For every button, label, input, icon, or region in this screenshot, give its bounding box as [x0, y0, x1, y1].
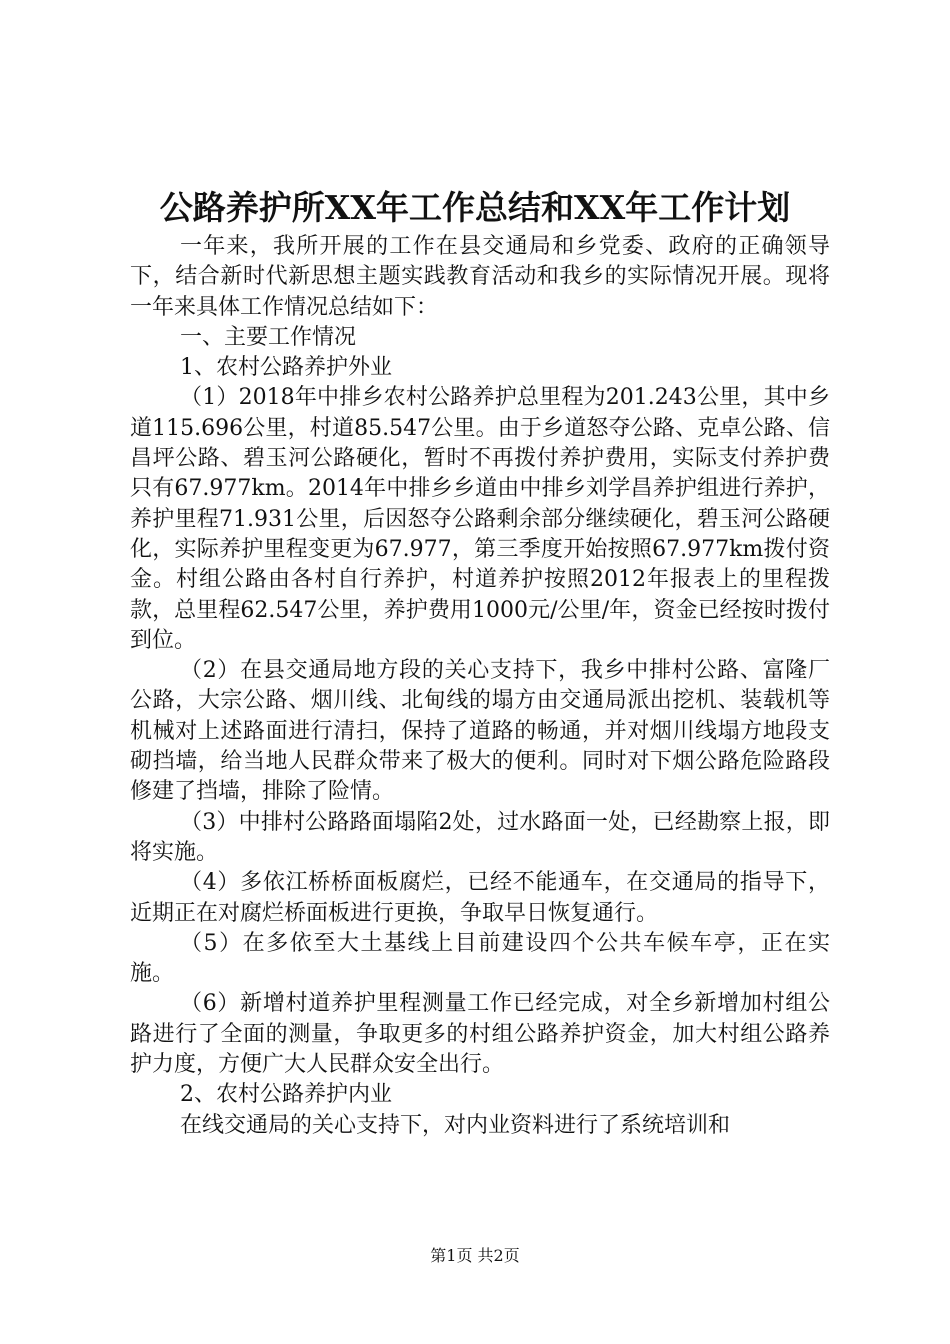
paragraph-item-1: （1）2018年中排乡农村公路养护总里程为201.243公里，其中乡道115.696公里，村道85.547公里。由于乡道怒夺公路、克卓公路、信昌坪公路、碧玉河公路硬化，暂时不再拨付养护费用，实际支付养护费只有67.977km。2014年中排乡乡道由中排乡刘学昌养护组进行养护，养护里程71.931公里，后因怒夺公路剩余部分继续硬化，碧玉河公路硬化，实际养护里程变更为67.977，第三季度开始按照67.977km拨付资金。村组公路由各村自行养护，村道养护按照2012年报表上的里程拨款，总里程62.547公里，养护费用1000元/公里/年，资金已经按时拨付到位。: [130, 385, 830, 653]
paragraph-item-3: （3）中排村公路路面塌陷2处，过水路面一处，已经勘察上报，即将实施。: [130, 809, 830, 865]
paragraph-indoor: 在线交通局的关心支持下，对内业资料进行了系统培训和: [180, 1112, 731, 1138]
paragraph-item-5: （5）在多依至大土基线上目前建设四个公共车候车亭，正在实施。: [130, 930, 830, 987]
paragraph-item-2: （2）在县交通局地方段的关心支持下，我乡中排村公路、富隆厂公路，大宗公路、烟川线、北甸线的塌方由交通局派出挖机、装载机等机械对上述路面进行清扫，保持了道路的畅通，并对烟川线塌方地段支砌挡墙，给当地人民群众带来了极大的便利。同时对下烟公路危险路段修建了挡墙，排除了险情。: [130, 658, 830, 805]
paragraph-intro: 一年来，我所开展的工作在县交通局和乡党委、政府的正确领导下，结合新时代新思想主题实践教育活动和我乡的实际情况开展。现将一年来具体工作情况总结如下：: [130, 234, 830, 320]
paragraph-item-4: （4）多依江桥桥面板腐烂，已经不能通车，在交通局的指导下，近期正在对腐烂桥面板进行更换，争取早日恢复通行。: [130, 870, 830, 926]
heading-outdoor-maintenance: 1、农村公路养护外业: [180, 355, 392, 381]
paragraph-item-6: （6）新增村道养护里程测量工作已经完成，对全乡新增加村组公路进行了全面的测量，争取更多的村组公路养护资金，加大村组公路养护力度，方便广大人民群众安全出行。: [130, 991, 830, 1078]
document-body: [130, 232, 830, 1141]
document-title: 公路养护所XX年工作总结和XX年工作计划: [159, 188, 791, 227]
heading-indoor-maintenance: 2、农村公路养护内业: [180, 1082, 392, 1108]
heading-main-work: 一、主要工作情况: [180, 324, 357, 350]
page-footer: 第1页 共2页: [430, 1246, 520, 1265]
